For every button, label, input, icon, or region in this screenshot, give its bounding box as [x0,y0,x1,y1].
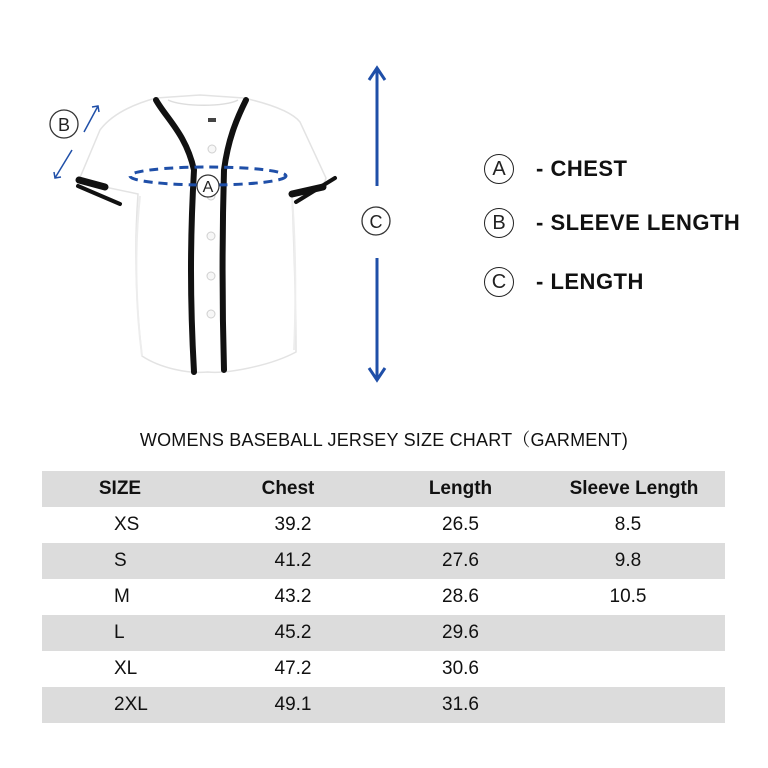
cell-sleeve-length [543,687,725,723]
cell-sleeve-length: 8.5 [614,514,642,535]
length-marker: C [369,212,383,232]
legend-item-chest [484,154,628,184]
jersey-illustration [0,0,400,400]
cell-size: 2XL [114,694,148,715]
size-chart-table [42,471,725,723]
legend-label-length: - LENGTH [536,269,644,294]
legend-label-chest: - CHEST [536,156,628,181]
cell-size: M [114,586,130,607]
legend-item-sleeve-length [484,208,740,238]
legend-marker-b: B [484,208,514,238]
jersey-tag [208,118,216,122]
table-row [42,507,725,543]
cell-length: 27.6 [442,550,479,571]
cell-sleeve-length: 9.8 [614,550,642,571]
table-row [42,615,725,651]
cell-sleeve-length [543,651,725,687]
table-row [42,687,725,723]
cell-chest: 49.1 [274,694,312,715]
legend-item-length [484,267,644,297]
cell-length: 31.6 [442,694,479,715]
table-row [42,651,725,687]
legend-label-sleeve-length: - SLEEVE LENGTH [536,210,741,235]
sleeve-marker: B [57,115,71,135]
cell-sleeve-length [543,615,725,651]
chest-marker: A [202,179,214,196]
cell-length: 28.6 [442,586,479,607]
header-sleeve-length: Sleeve Length [569,478,699,499]
cell-length: 29.6 [442,622,479,643]
legend-marker-a: A [484,154,514,184]
jersey-shape [79,95,326,372]
table-header-row [42,471,725,507]
cell-size: XS [114,514,140,535]
length-measure-guide [362,68,390,380]
cell-chest: 47.2 [274,658,312,679]
cell-size: L [114,622,125,643]
table-row [42,543,725,579]
header-length: Length [428,478,493,499]
legend-marker-c: C [484,267,514,297]
cell-length: 26.5 [442,514,479,535]
header-size: SIZE [98,478,142,499]
cell-chest: 41.2 [274,550,312,571]
header-chest: Chest [261,478,315,499]
cell-sleeve-length: 10.5 [609,586,647,607]
cell-chest: 45.2 [274,622,312,643]
table-row [42,579,725,615]
cell-length: 30.6 [442,658,479,679]
cell-size: S [114,550,127,571]
cell-chest: 39.2 [274,514,312,535]
cell-size: XL [114,658,138,679]
cell-chest: 43.2 [274,586,312,607]
size-chart-title: WOMENS BASEBALL JERSEY SIZE CHART（GARMENT) [139,430,629,450]
